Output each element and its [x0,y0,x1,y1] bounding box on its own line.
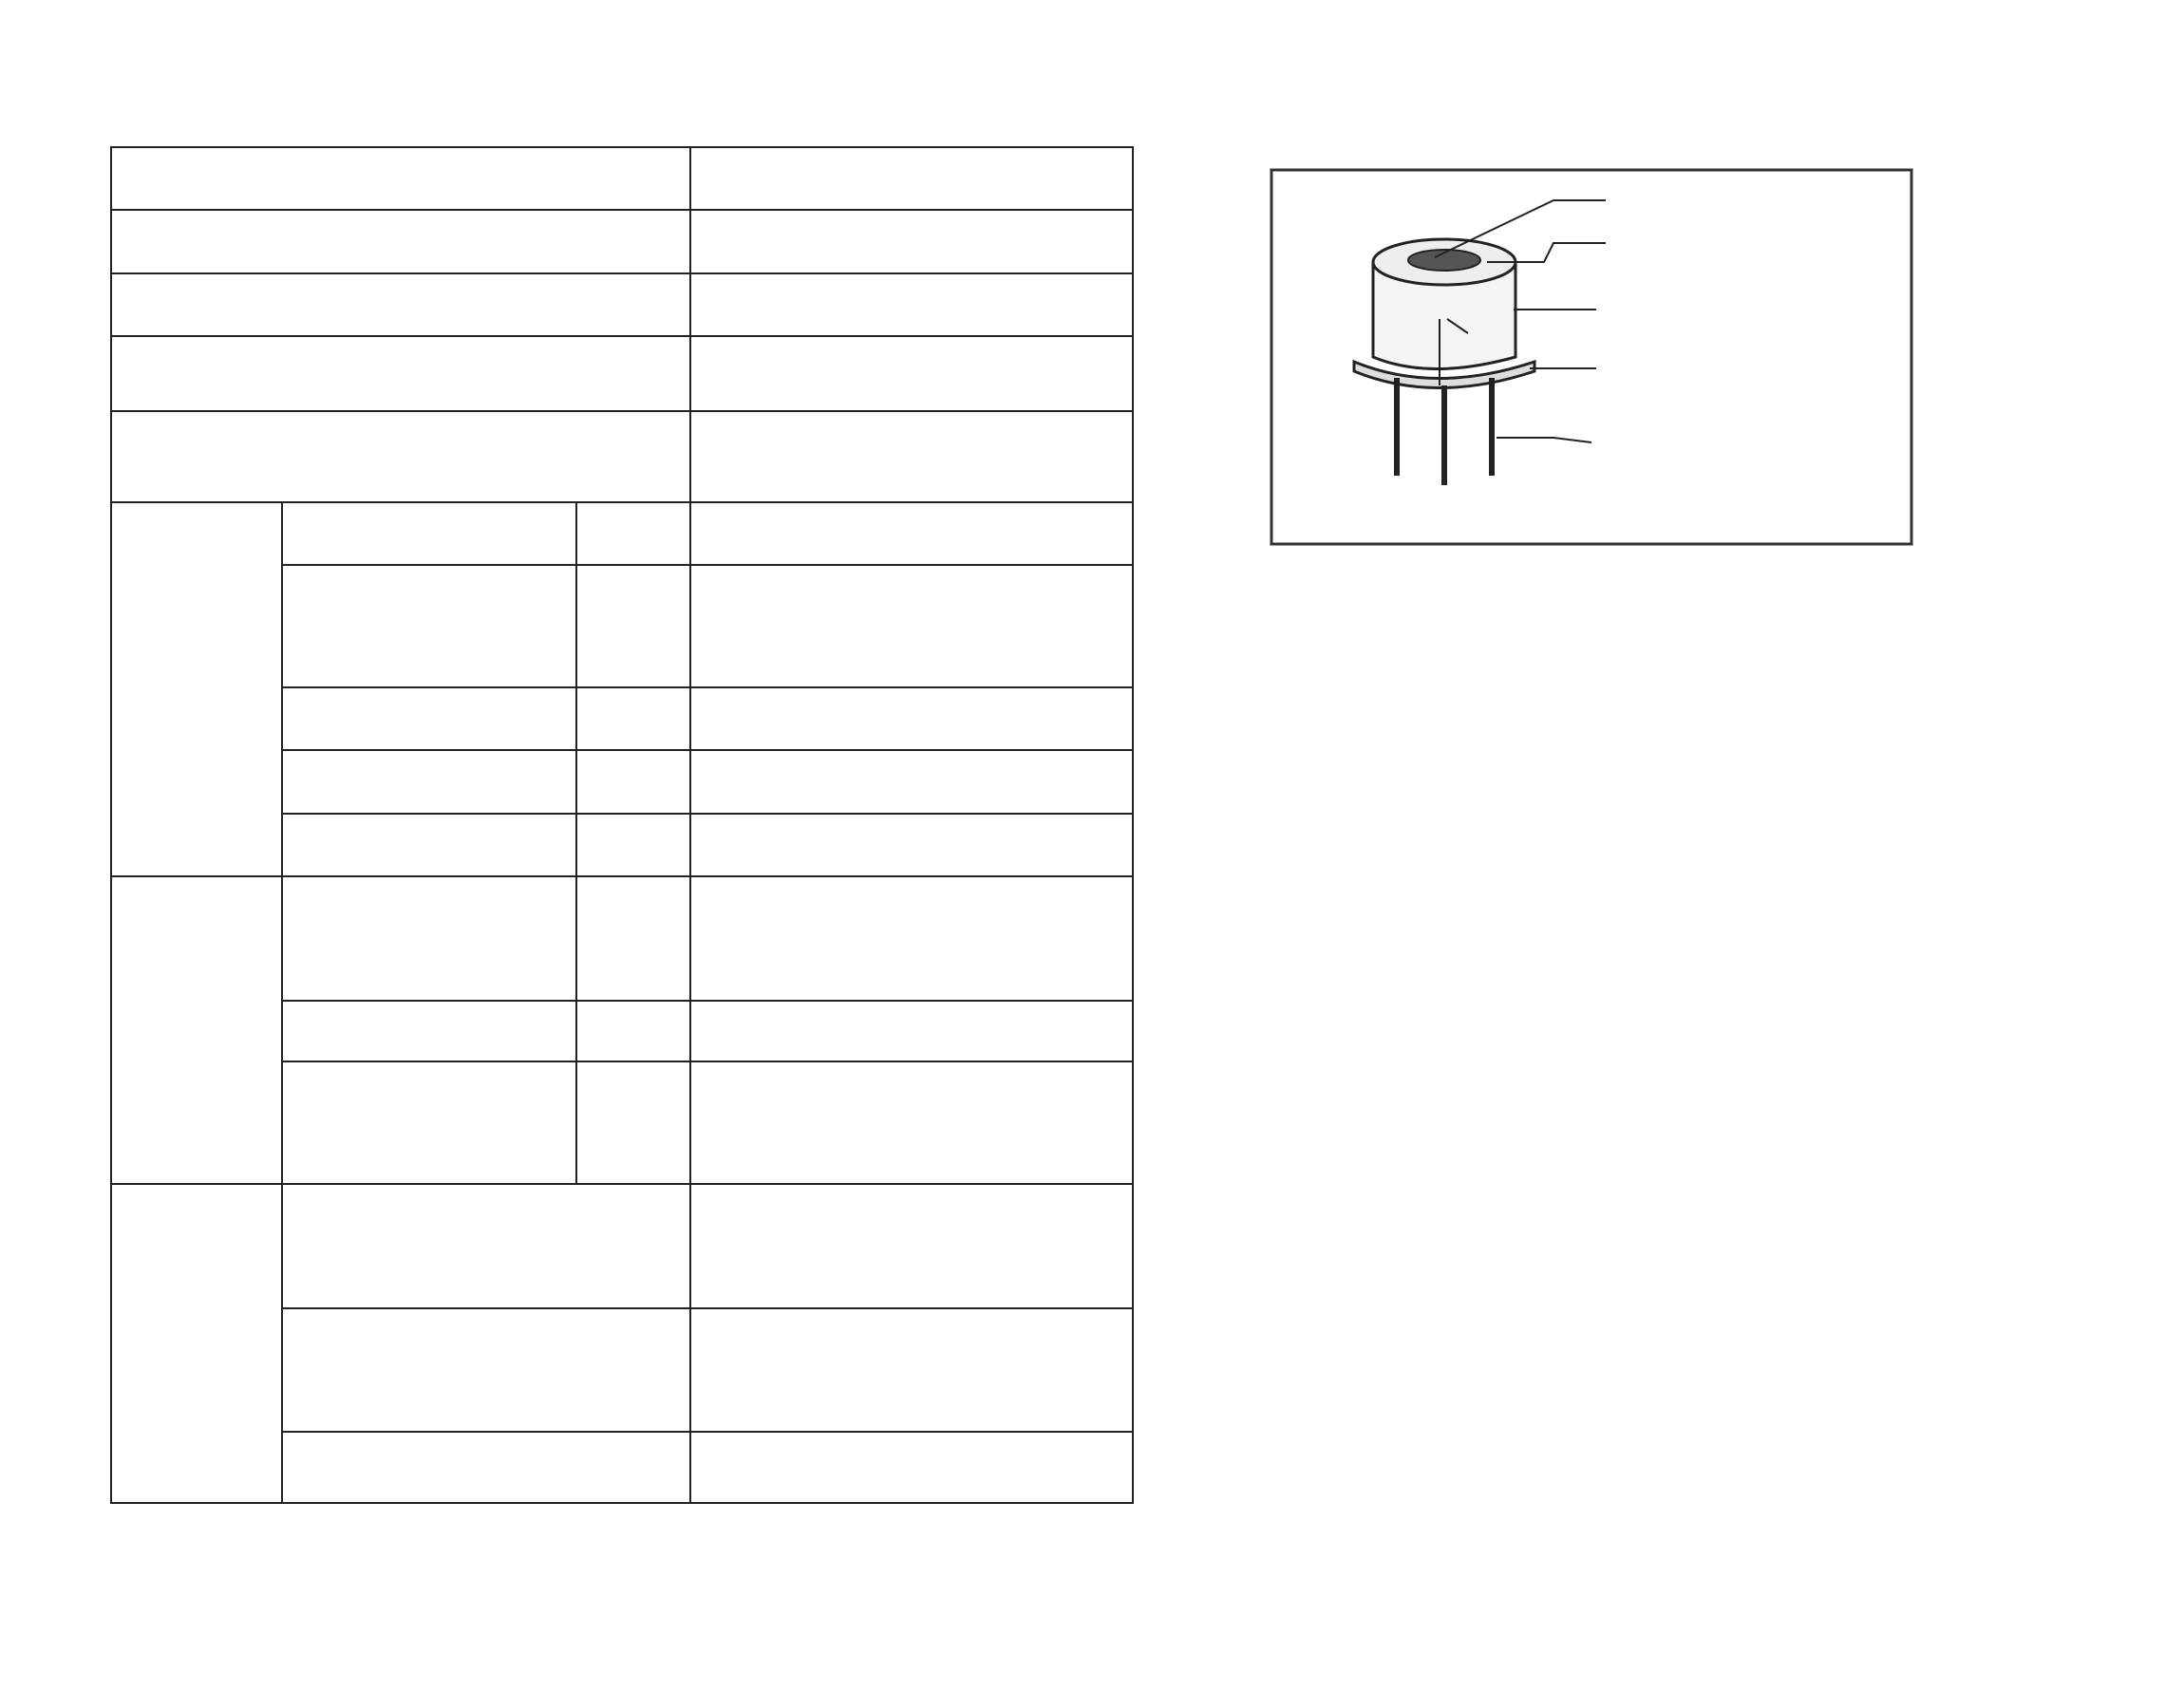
param-symbol [576,1001,690,1061]
figure-1a-structure [1269,167,1914,547]
row-label [111,147,690,210]
param-label [282,1432,690,1503]
param-value [690,687,1133,750]
param-label [282,1184,690,1308]
table-row [111,147,1133,210]
param-label [282,687,576,750]
param-value [690,1001,1133,1061]
row-label [111,273,690,336]
param-value [690,750,1133,813]
param-symbol [576,1061,690,1184]
param-symbol [576,565,690,687]
group-label-circuit [111,502,282,876]
param-value [690,1432,1133,1503]
row-label [111,210,690,272]
table-row [111,273,1133,336]
param-value [690,1308,1133,1433]
row-label [111,336,690,410]
row-value [690,336,1133,410]
param-symbol [576,876,690,1001]
param-label [282,814,576,876]
param-symbol [576,750,690,813]
table-row [111,1184,1133,1308]
param-label [282,1001,576,1061]
figure-frame [1271,170,1911,544]
row-label [111,411,690,503]
table-row [111,876,1133,1001]
table-row [111,502,1133,565]
table-row [111,210,1133,272]
param-label [282,1308,690,1433]
param-label [282,876,576,1001]
group-label-sensor [111,876,282,1184]
table-row [111,336,1133,410]
param-symbol [576,687,690,750]
row-value [690,411,1133,503]
param-label [282,565,576,687]
param-symbol [576,502,690,565]
param-label [282,502,576,565]
param-value [690,502,1133,565]
row-value [690,210,1133,272]
param-value [690,814,1133,876]
spec-table [110,146,1134,1504]
param-value [690,876,1133,1001]
row-value [690,147,1133,210]
param-value [690,1184,1133,1308]
param-label [282,750,576,813]
param-symbol [576,814,690,876]
group-label-test [111,1184,282,1503]
param-value [690,1061,1133,1184]
table-row [111,411,1133,503]
param-value [690,565,1133,687]
row-value [690,273,1133,336]
param-label [282,1061,576,1184]
